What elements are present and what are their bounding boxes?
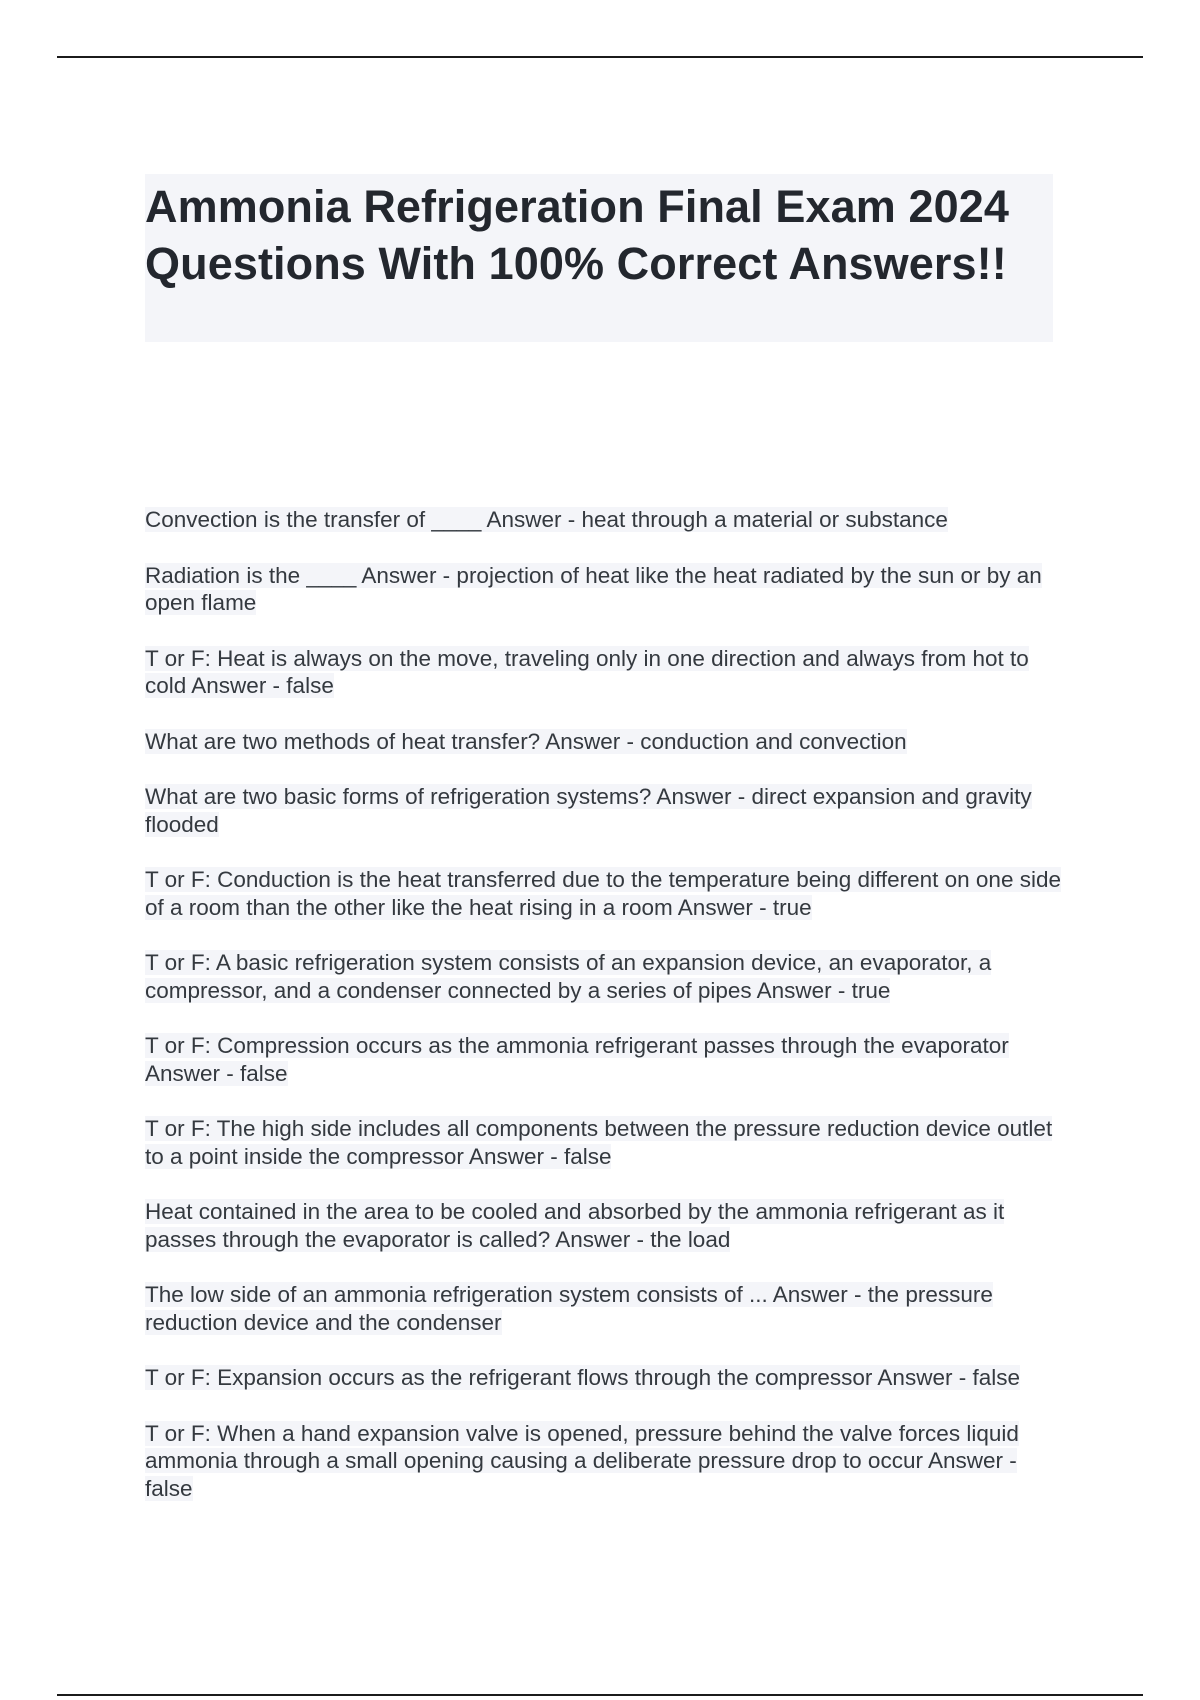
qa-item-2 xyxy=(145,562,1065,617)
qa-text: Heat contained in the area to be cooled and absorbed by the ammonia refrigerant as it passes through the evaporator is called? Answer - the load xyxy=(145,1199,1005,1252)
qa-item-5 xyxy=(145,783,1065,838)
qa-item-4 xyxy=(145,728,1065,756)
qa-item-1 xyxy=(145,506,1065,534)
qa-text: T or F: When a hand expansion valve is opened, pressure behind the valve forces liquid ammonia through a small opening causing a deliberate pressure drop to occur Answer - false xyxy=(145,1420,1019,1501)
qa-list xyxy=(145,506,1065,1530)
qa-item-6 xyxy=(145,866,1065,921)
qa-item-7 xyxy=(145,949,1065,1004)
qa-text: Convection is the transfer of ____ Answer - heat through a material or substance xyxy=(145,507,948,532)
bottom-rule xyxy=(57,1694,1143,1696)
qa-item-12 xyxy=(145,1364,1065,1392)
qa-item-11 xyxy=(145,1281,1065,1336)
qa-item-10 xyxy=(145,1198,1065,1253)
qa-text: T or F: Compression occurs as the ammonia refrigerant passes through the evaporator Answer - false xyxy=(145,1033,1009,1086)
qa-text: T or F: The high side includes all components between the pressure reduction device outlet to a point inside the compressor Answer - false xyxy=(145,1116,1053,1169)
document-title: Ammonia Refrigeration Final Exam 2024 Questions With 100% Correct Answers!! xyxy=(145,181,1009,289)
qa-text: The low side of an ammonia refrigeration system consists of ... Answer - the pressure reduction device and the condenser xyxy=(145,1282,993,1335)
qa-text: T or F: A basic refrigeration system consists of an expansion device, an evaporator, a compressor, and a condenser connected by a series of pipes Answer - true xyxy=(145,950,992,1003)
qa-item-9 xyxy=(145,1115,1065,1170)
title-block xyxy=(145,174,1053,342)
qa-item-13 xyxy=(145,1420,1065,1503)
qa-text: T or F: Expansion occurs as the refrigerant flows through the compressor Answer - false xyxy=(145,1365,1020,1390)
qa-text: Radiation is the ____ Answer - projection of heat like the heat radiated by the sun or by an open flame xyxy=(145,562,1042,615)
qa-text: T or F: Heat is always on the move, traveling only in one direction and always from hot to cold Answer - false xyxy=(145,645,1029,698)
qa-text: What are two methods of heat transfer? Answer - conduction and convection xyxy=(145,728,907,754)
qa-text: What are two basic forms of refrigeration systems? Answer - direct expansion and gravity flooded xyxy=(145,784,1032,837)
top-rule xyxy=(57,56,1143,58)
qa-text: T or F: Conduction is the heat transferred due to the temperature being different on one side of a room than the other like the heat rising in a room Answer - true xyxy=(145,867,1061,920)
qa-item-3 xyxy=(145,645,1065,700)
qa-item-8 xyxy=(145,1032,1065,1087)
